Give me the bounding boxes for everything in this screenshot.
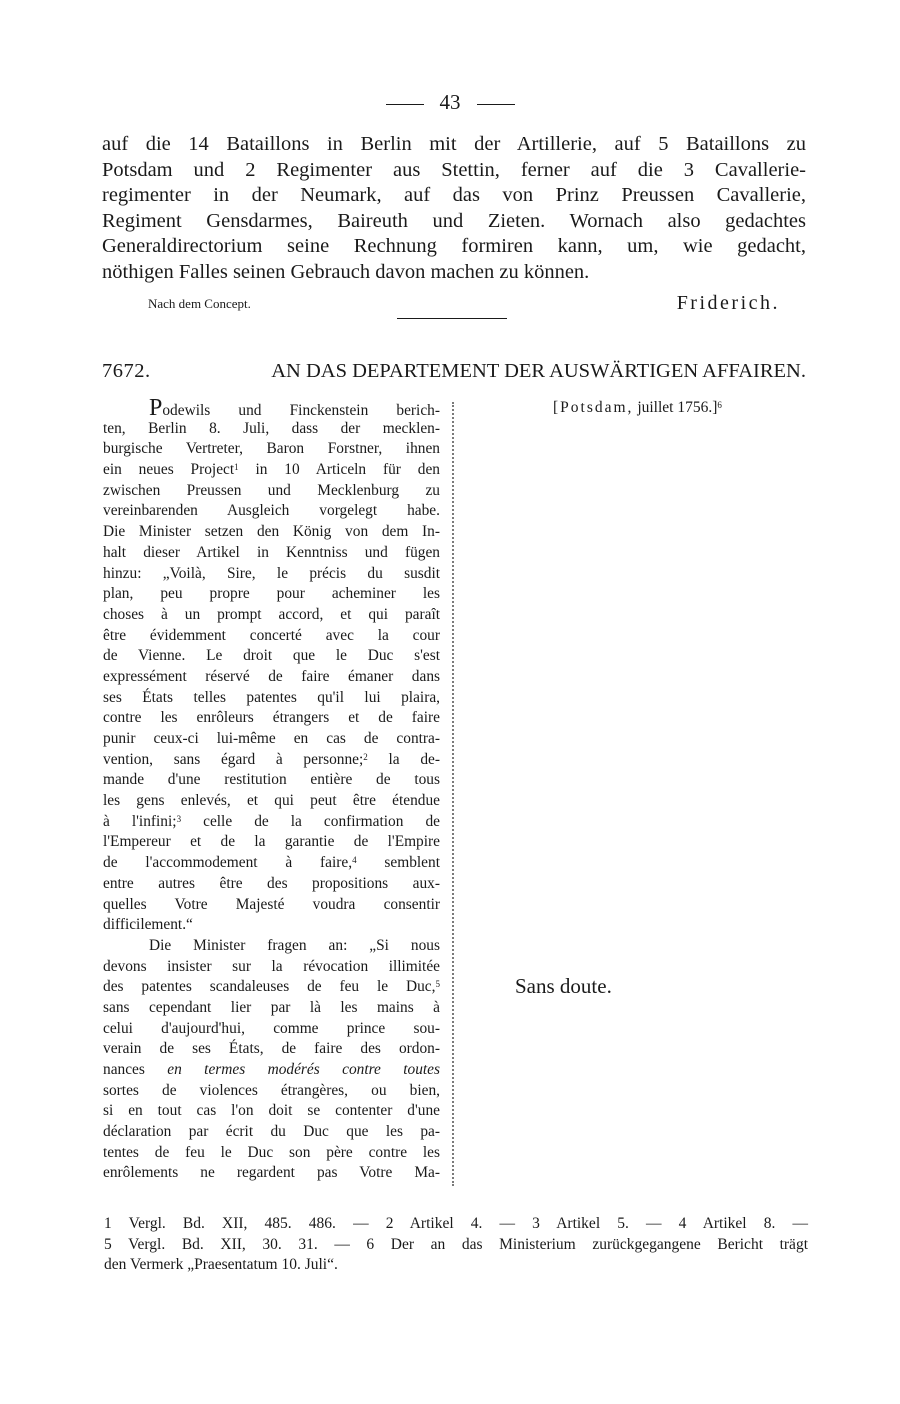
report-line-part: semblent bbox=[356, 854, 440, 872]
report-line: de Vienne. Le droit que le Duc s'est bbox=[103, 647, 440, 665]
section-rule bbox=[397, 318, 507, 319]
report-line-part: in 10 Articeln für den bbox=[238, 461, 440, 479]
dateline bbox=[553, 399, 722, 417]
report-line: ten, Berlin 8. Juli, dass der mecklen- bbox=[103, 419, 440, 437]
dateline-date: juillet 1756.] bbox=[633, 399, 718, 416]
report-line: contre les enrôleurs étrangers et de faire bbox=[103, 709, 440, 727]
report-line-part: ein neues Project bbox=[103, 461, 235, 479]
text-line: Regiment Gensdarmes, Baireuth und Zieten. Wornach also gedachtes bbox=[102, 209, 806, 232]
page-number-value: 43 bbox=[439, 90, 461, 114]
text-line: nöthigen Falles seinen Gebrauch davon machen zu können. bbox=[102, 260, 590, 283]
letter-heading bbox=[102, 360, 806, 383]
previous-letter-text bbox=[102, 132, 806, 285]
report-line: enrôlements ne regardent pas Votre Ma- bbox=[103, 1164, 440, 1182]
report-line-part: des patentes scandaleuses de feu le Duc, bbox=[103, 978, 436, 996]
letter-title: AN DAS DEPARTEMENT DER AUSWÄRTIGEN AFFAIREN. bbox=[271, 360, 806, 382]
report-line: plan, peu propre pour acheminer les bbox=[103, 585, 440, 603]
report-line-part: vention, sans égard à personne; bbox=[103, 750, 364, 768]
report-line: les gens enlevés, et qui peut être étendue bbox=[103, 792, 440, 810]
report-line: être évidemment concerté avec la cour bbox=[103, 626, 440, 644]
report-line: halt dieser Artikel in Kenntniss und fügen bbox=[103, 543, 440, 561]
report-line: sans cependant lier par là les mains à bbox=[103, 998, 440, 1016]
report-line: déclaration par écrit du Duc que les pa- bbox=[103, 1123, 440, 1141]
text-line: Potsdam und 2 Regimenter aus Stettin, ferner auf die 3 Cavallerie- bbox=[102, 158, 806, 181]
report-line: choses à un prompt accord, et qui paraît bbox=[103, 605, 440, 623]
report-line: expressément réservé de faire émaner dans bbox=[103, 667, 440, 685]
source-note: Nach dem Concept. bbox=[148, 296, 251, 311]
report-line: quelles Votre Majesté voudra consentir bbox=[103, 895, 440, 913]
text-line: auf die 14 Bataillons in Berlin mit der Artillerie, auf 5 Bataillons zu bbox=[102, 133, 806, 155]
footnote-ref: 4 bbox=[352, 855, 357, 866]
report-line bbox=[103, 977, 440, 998]
dateline-place: [Potsdam, bbox=[553, 399, 634, 416]
report-line bbox=[103, 812, 440, 833]
page-number-dash-left bbox=[386, 104, 424, 105]
report-line: zwischen Preussen und Mecklenburg zu bbox=[103, 481, 440, 499]
report-line: punir ceux-ci lui-même en cas de contra- bbox=[103, 730, 440, 747]
column-divider bbox=[452, 402, 454, 1186]
report-line: l'Empereur et de la garantie de l'Empire bbox=[103, 833, 440, 851]
report-line: difficilement.“ bbox=[103, 916, 193, 934]
report-line-emphasis: en termes modérés contre toutes bbox=[167, 1061, 440, 1078]
report-line-part: celle de la confirmation de bbox=[181, 812, 441, 830]
footnote-ref: 2 bbox=[363, 751, 368, 762]
footnote-ref: 1 bbox=[234, 462, 239, 473]
report-line: sortes de violences étrangères, ou bien, bbox=[103, 1081, 440, 1099]
footnote-line: 1 Vergl. Bd. XII, 485. 486. — 2 Artikel 4. — 3 Artikel 5. — 4 Artikel 8. — bbox=[104, 1215, 808, 1232]
report-line: devons insister sur la révocation illimitée bbox=[103, 957, 440, 975]
report-line: Podewils und Finckenstein berich- bbox=[149, 395, 440, 421]
report-line: Die Minister setzen den König von dem In- bbox=[103, 523, 440, 541]
report-line bbox=[103, 750, 440, 771]
report-line: Die Minister fragen an: „Si nous bbox=[149, 936, 440, 954]
king-answer: Sans doute. bbox=[515, 974, 612, 998]
footnote-ref: 3 bbox=[176, 813, 182, 824]
report-line: si en tout cas l'on doit se contenter d'une bbox=[103, 1102, 440, 1120]
report-line: burgische Vertreter, Baron Forstner, ihnen bbox=[103, 440, 440, 458]
report-line-part: la de- bbox=[367, 750, 440, 768]
signature: Friderich. bbox=[676, 292, 780, 314]
page-number bbox=[0, 90, 900, 115]
footnote-line: den Vermerk „Praesentatum 10. Juli“. bbox=[104, 1256, 338, 1273]
report-line: mande d'une restitution entière de tous bbox=[103, 771, 440, 789]
report-line bbox=[103, 460, 440, 481]
report-line-part: nances bbox=[103, 1061, 145, 1078]
text-line: regimenter in der Neumark, auf das von Prinz Preussen Cavallerie, bbox=[102, 184, 806, 206]
minister-report-column bbox=[103, 395, 441, 1184]
report-line: celui d'aujourd'hui, comme prince sou- bbox=[103, 1019, 440, 1037]
report-line: hinzu: „Voilà, Sire, le précis du susdit bbox=[103, 564, 440, 582]
text-line: Generaldirectorium seine Rechnung formiren kann, um, wie gedacht, bbox=[102, 235, 806, 257]
letter-number: 7672. bbox=[102, 360, 151, 382]
report-line bbox=[103, 853, 440, 874]
report-line bbox=[103, 1060, 440, 1081]
report-line-part: de l'accommodement à faire, bbox=[103, 854, 353, 872]
footnote-ref: 5 bbox=[435, 979, 440, 990]
report-line: vereinbarenden Ausgleich vorgelegt habe. bbox=[103, 502, 440, 520]
page-number-dash-right bbox=[477, 104, 515, 105]
report-line: verain de ses États, de faire des ordon- bbox=[103, 1040, 440, 1058]
report-line-part: à l'infini; bbox=[103, 812, 177, 830]
footnote-ref: 6 bbox=[717, 400, 722, 410]
footnotes bbox=[104, 1214, 808, 1276]
report-line: ses États telles patentes qu'il lui plaira, bbox=[103, 688, 440, 706]
footnote-line: 5 Vergl. Bd. XII, 30. 31. — 6 Der an das Ministerium zurückgegangene Bericht trägt bbox=[104, 1235, 808, 1253]
report-line: tentes de feu le Duc son père contre les bbox=[103, 1143, 440, 1161]
report-line: entre autres être des propositions aux- bbox=[103, 874, 440, 892]
